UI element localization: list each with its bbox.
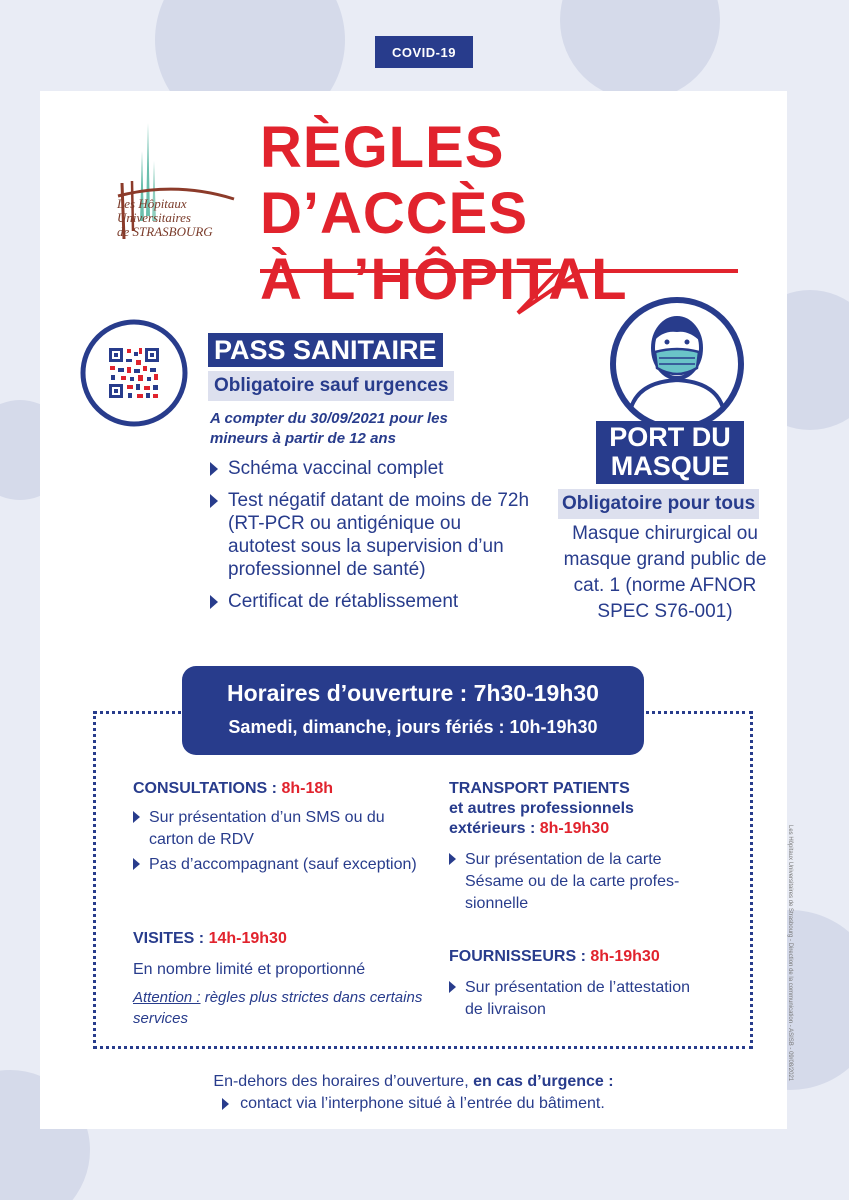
bullet-arrow-icon	[210, 494, 218, 508]
attention-text: règles plus strictes dans certains services	[133, 989, 423, 1027]
fournisseurs-section	[449, 947, 749, 1024]
fournisseurs-label: FOURNISSEURS :	[449, 948, 586, 965]
footer-line-1	[40, 1071, 787, 1093]
port-du-masque-title	[596, 421, 744, 484]
footer-emergency: en cas d’urgence :	[473, 1073, 614, 1090]
footer-text: En-dehors des horaires d’ouverture,	[213, 1073, 469, 1090]
bullet-arrow-icon	[210, 462, 218, 476]
pass-item	[210, 457, 530, 480]
vertical-credit: Les Hôpitaux Universitaires de Strasbourg - Direction de la communication - ASISB - 09/08/2021	[787, 825, 793, 1082]
masque-subtitle: Obligatoire pour tous	[558, 489, 759, 519]
masked-face-icon	[609, 296, 745, 432]
pass-item-text: Test négatif datant de moins de 72h (RT-PCR ou antigénique ou autotest sous la supervision d’un professionnel de santé)	[228, 490, 530, 580]
title-line-1: RÈGLES D’ACCÈS	[260, 115, 529, 246]
attention-label: Attention :	[133, 989, 201, 1006]
bullet-arrow-icon	[222, 1098, 229, 1110]
transport-section	[449, 779, 749, 918]
consultations-label: CONSULTATIONS :	[133, 780, 277, 797]
consultations-time: 8h-18h	[281, 780, 334, 797]
fournisseurs-time: 8h-19h30	[590, 948, 660, 965]
consultations-item-text: Pas d’accompagnant (sauf exception)	[149, 856, 417, 873]
masque-title-line-1: PORT DU	[609, 422, 731, 452]
opening-hours-box	[182, 666, 644, 755]
footer-line-2	[222, 1093, 605, 1115]
logo-line-1: Les Hôpitaux	[117, 196, 187, 211]
transport-item-text: Sur présentation de la carte Sésame ou de la carte profes-sionnelle	[465, 851, 680, 912]
bullet-arrow-icon	[133, 811, 140, 823]
transport-label: extérieurs :	[449, 820, 536, 837]
qr-code-icon	[80, 319, 188, 427]
consultations-section	[133, 779, 433, 879]
logo-line-3: de STRASBOURG	[117, 224, 213, 239]
fournisseurs-item	[449, 977, 709, 1021]
consultations-item	[133, 807, 433, 851]
fournisseurs-item-text: Sur présentation de l’attestation de livraison	[465, 979, 691, 1018]
masque-title-line-2: MASQUE	[610, 451, 730, 481]
pass-item-text: Schéma vaccinal complet	[228, 458, 444, 479]
masque-description: Masque chirurgical ou masque grand public de cat. 1 (norme AFNOR SPEC S76-001)	[563, 523, 767, 622]
consultations-item-text: Sur présentation d’un SMS ou du carton de RDV	[149, 809, 385, 848]
pass-item	[210, 489, 530, 581]
visites-section	[133, 929, 433, 1029]
pass-item-text: Certificat de rétablissement	[228, 591, 459, 612]
opening-hours-weekend: Samedi, dimanche, jours fériés : 10h-19h30	[228, 717, 598, 737]
hus-logo-text	[117, 197, 237, 239]
pass-sanitaire-note: A compter du 30/09/2021 pour les mineurs à partir de 12 ans	[210, 410, 448, 447]
transport-item	[449, 849, 709, 915]
transport-heading-line-2: et autres professionnels	[449, 800, 634, 817]
bullet-arrow-icon	[210, 595, 218, 609]
transport-time: 8h-19h30	[539, 820, 610, 837]
transport-heading-line-3	[449, 819, 749, 839]
emergency-footer	[40, 1071, 787, 1115]
covid-tag: COVID-19	[375, 36, 473, 68]
visites-text: En nombre limité et proportionné	[133, 961, 366, 978]
pass-sanitaire-subtitle: Obligatoire sauf urgences	[208, 371, 454, 401]
consultations-item	[133, 854, 433, 876]
bullet-arrow-icon	[449, 981, 456, 993]
footer-contact-text: contact via l’interphone situé à l’entrée du bâtiment.	[240, 1095, 605, 1112]
visites-time: 14h-19h30	[208, 930, 287, 947]
pass-requirements-list	[210, 457, 530, 622]
fournisseurs-heading	[449, 947, 749, 967]
opening-hours-main: Horaires d’ouverture : 7h30-19h30	[227, 680, 599, 706]
bullet-arrow-icon	[449, 853, 456, 865]
pass-item	[210, 590, 530, 613]
bullet-arrow-icon	[133, 858, 140, 870]
visites-attention	[133, 987, 433, 1029]
transport-heading-line-1: TRANSPORT PATIENTS	[449, 780, 630, 797]
poster-card	[40, 91, 787, 1129]
consultations-heading	[133, 779, 433, 799]
pass-sanitaire-title: PASS SANITAIRE	[208, 333, 443, 367]
title-line-2: À L’HÔPITAL	[260, 247, 628, 312]
visites-heading	[133, 929, 433, 949]
logo-line-2: Universitaires	[117, 210, 191, 225]
visites-label: VISITES :	[133, 930, 205, 947]
